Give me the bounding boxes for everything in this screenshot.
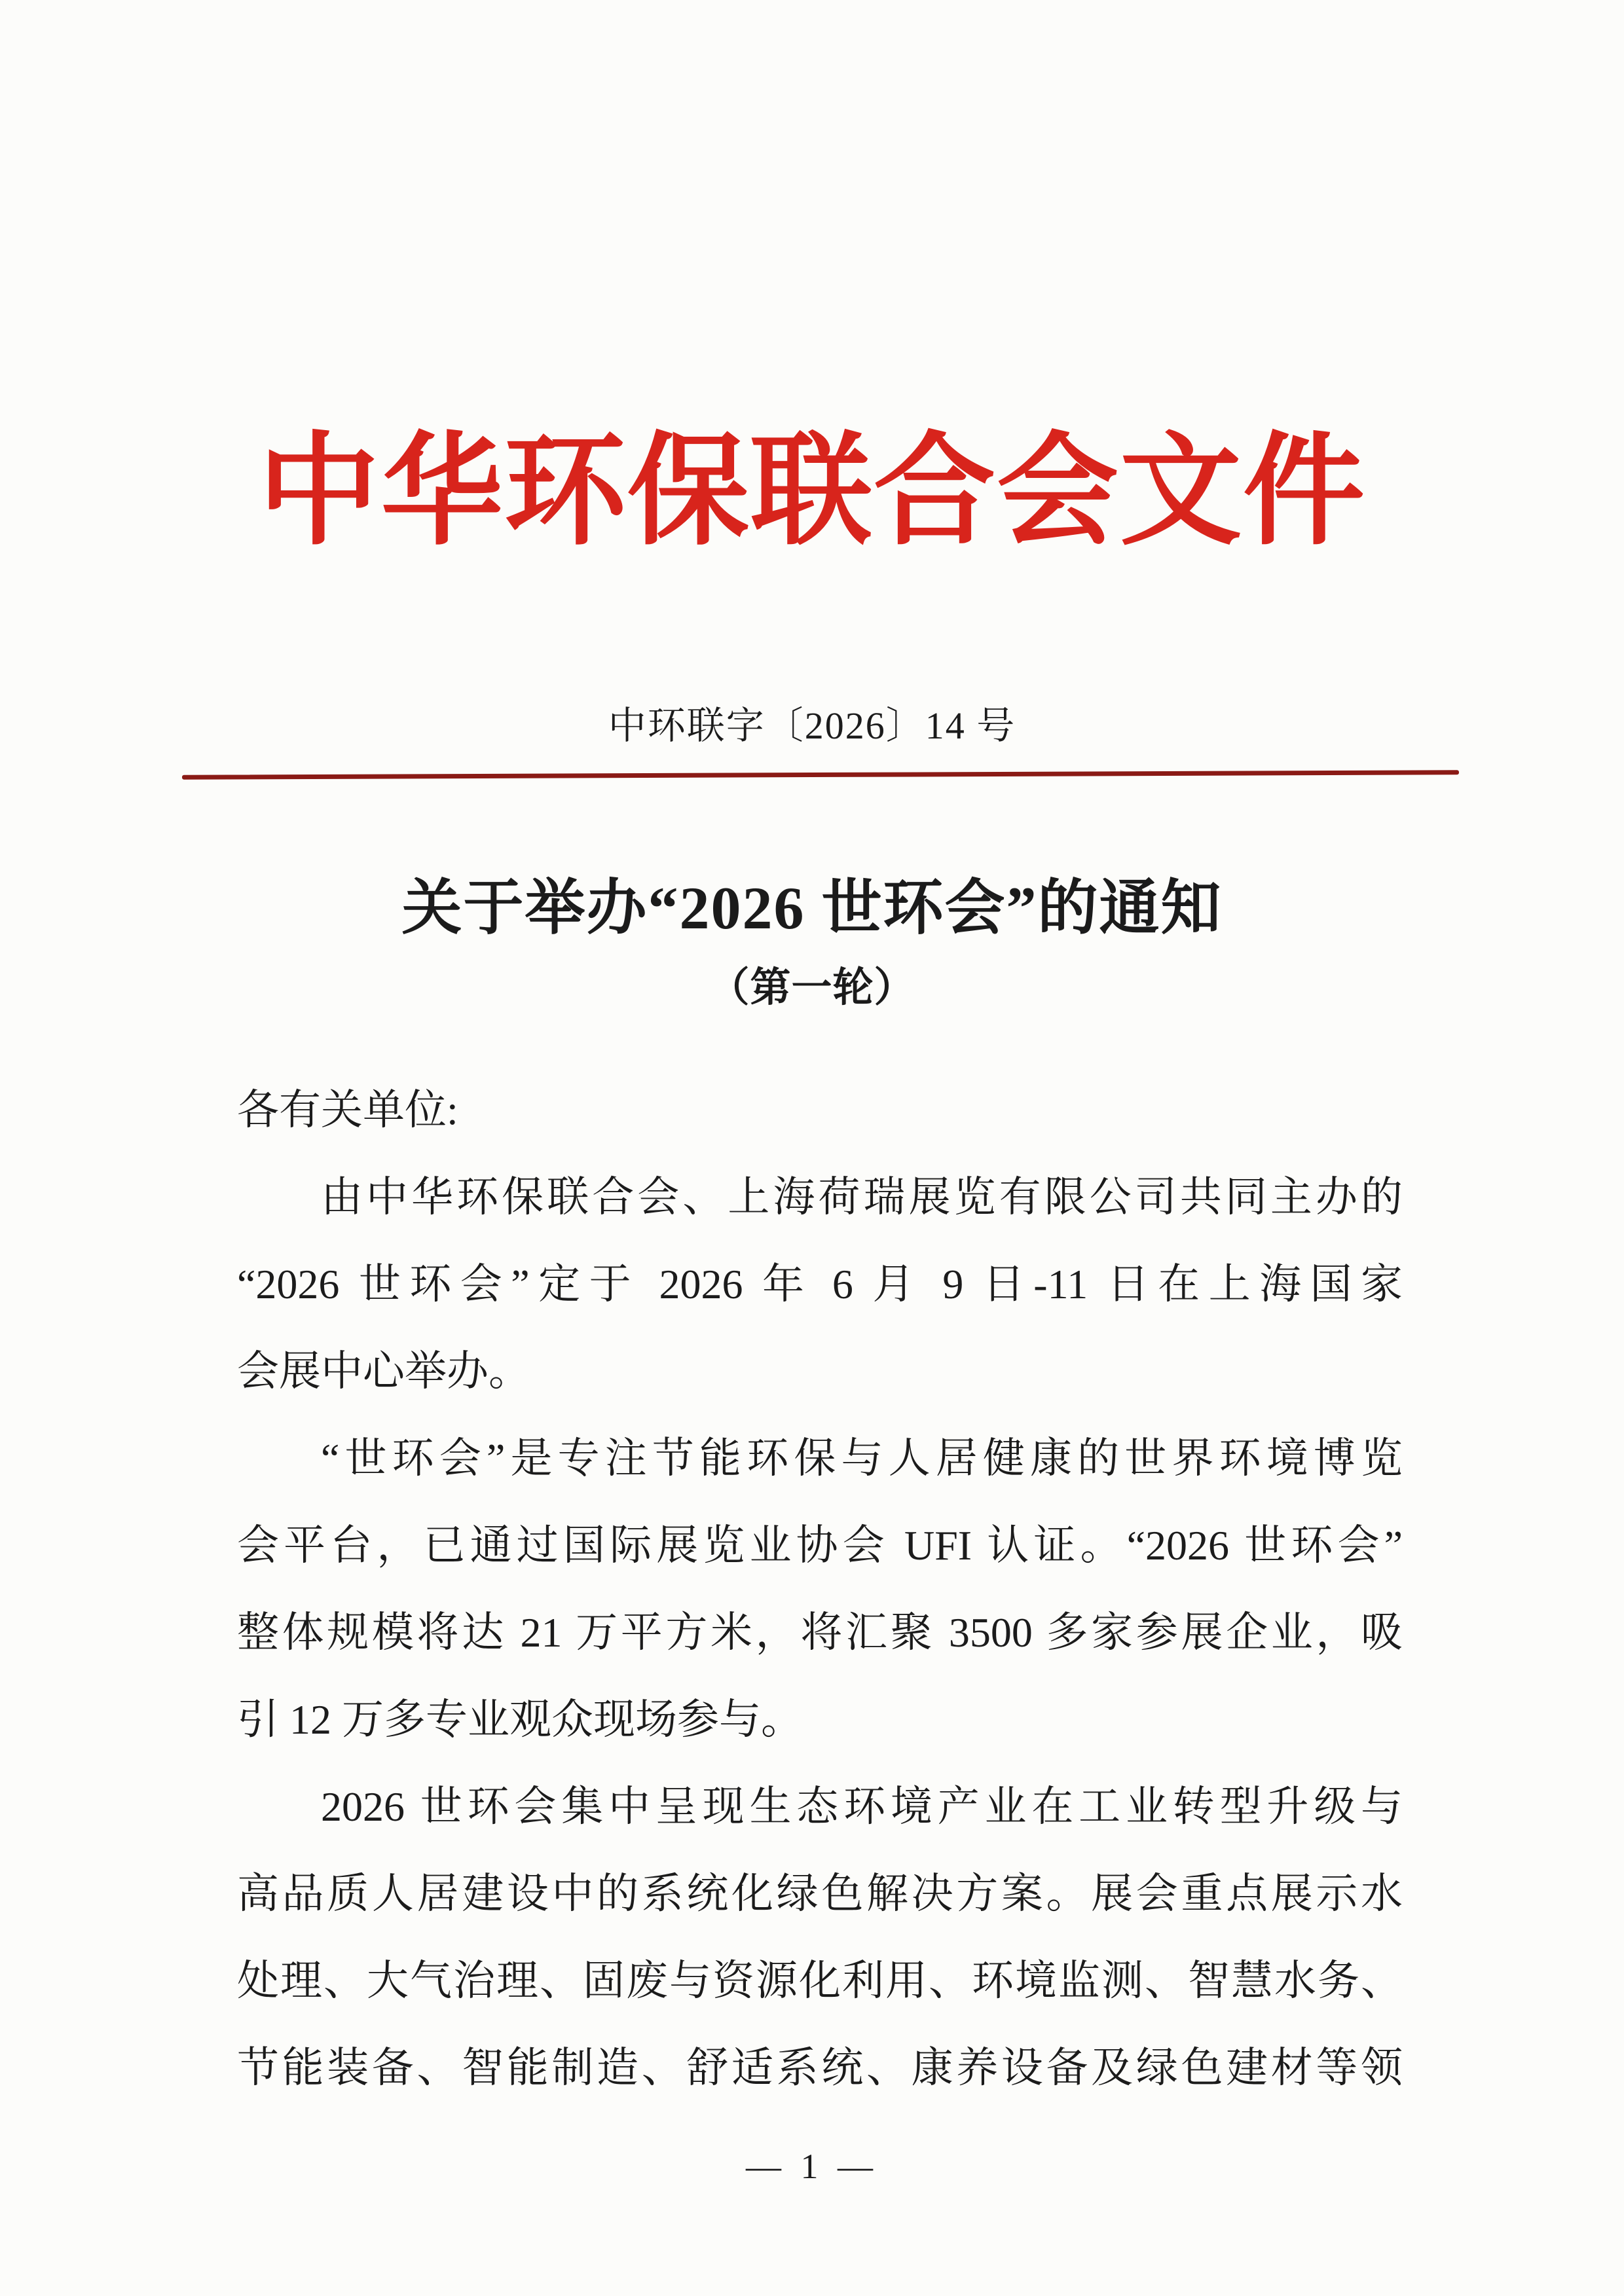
notice-body [237, 1066, 1403, 2111]
body-line: 2026 世环会集中呈现生态环境产业在工业转型升级与 [321, 1783, 1403, 1830]
body-line: 处理、大气治理、固废与资源化利用、环境监测、智慧水务、 [237, 1958, 1403, 2004]
doc-number: 中环联字〔2026〕14 号 [608, 704, 1016, 747]
body-line: 高品质人居建设中的系统化绿色解决方案。展会重点展示水 [237, 1870, 1403, 1917]
notice-title: 关于举办“2026 世环会”的通知 [401, 875, 1223, 941]
body-line: 引 12 万多专业观众现场参与。 [237, 1696, 803, 1743]
notice-subtitle: （第一轮） [709, 966, 915, 1010]
org-header: 中华环保联合会文件 [257, 425, 1366, 560]
red-divider-line [182, 770, 1459, 779]
body-line: 整体规模将达 21 万平方米，将汇聚 3500 多家参展企业，吸 [237, 1609, 1403, 1656]
body-line: “世环会”是专注节能环保与人居健康的世界环境博览 [321, 1435, 1403, 1482]
body-line: “2026 世环会”定于 2026 年 6 月 9 日-11 日在上海国家 [237, 1261, 1403, 1307]
body-line-salutation: 各有关单位: [237, 1087, 458, 1133]
body-line: 节能装备、智能制造、舒适系统、康养设备及绿色建材等领 [237, 2045, 1403, 2091]
body-line: 由中华环保联合会、上海荷瑞展览有限公司共同主办的 [321, 1174, 1403, 1220]
body-line: 会平台，已通过国际展览业协会 UFI 认证。“2026 世环会” [237, 1522, 1403, 1569]
page-number: — 1 — [746, 2147, 878, 2186]
body-line: 会展中心举办。 [237, 1348, 530, 1394]
